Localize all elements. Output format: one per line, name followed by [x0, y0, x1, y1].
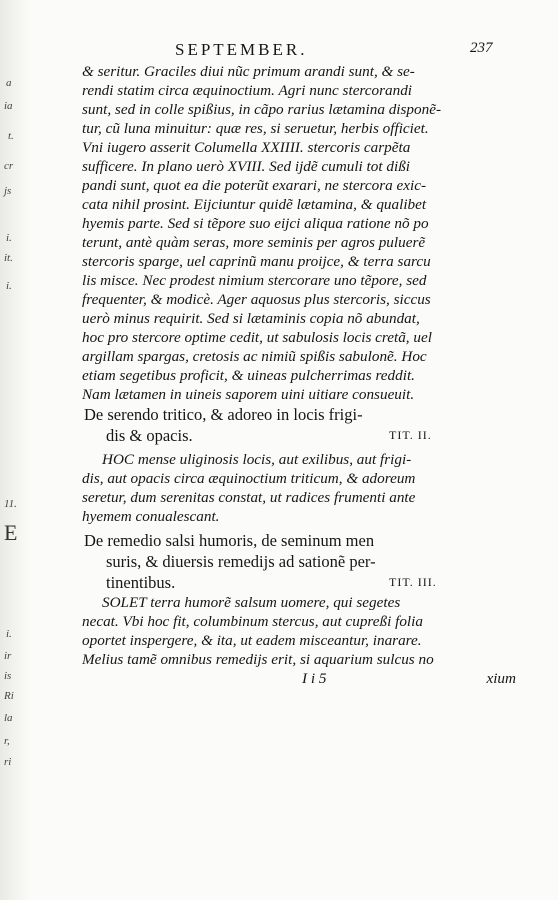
paragraph-1: [82, 62, 530, 404]
heading-line: [84, 425, 530, 446]
text-line: argillam spargas, cretosis ac nimiũ spißis sabulonẽ. Hoc: [82, 348, 427, 365]
text-line: & seritur. Graciles diui nũc primum arandi sunt, & se-: [82, 63, 415, 80]
text-line: Nam lætamen in uineis saporem uini uitiare consueuit.: [82, 386, 415, 403]
text-line: etiam segetibus proficit, & uineas pulcherrimas reddit.: [82, 367, 415, 384]
page-number: 237: [470, 40, 493, 56]
signature-mark: I i 5: [302, 670, 327, 687]
margin-mark: ir: [4, 650, 12, 662]
margin-mark: js: [4, 185, 12, 197]
text-line: hyemem conualescant.: [82, 508, 220, 525]
margin-mark: is: [4, 670, 12, 682]
heading-line: [84, 572, 530, 593]
margin-mark: ia: [4, 100, 13, 112]
margin-mark: i.: [6, 280, 12, 292]
text-line: HOC mense uliginosis locis, aut exilibus, aut frigi-: [102, 451, 412, 468]
paragraph-2: [82, 450, 530, 526]
text-line: Vni iugero asserit Columella XXIIII. stercoris carpẽta: [82, 139, 411, 156]
text-line: oportet inspergere, & ita, ut eadem misceantur, inarare.: [82, 632, 422, 649]
text-line: hyemis parte. Sed si tẽpore suo eijci aliqua ratione nõ po: [82, 215, 429, 232]
margin-mark: 11.: [4, 498, 17, 510]
text-line: sunt, sed in colle spißius, in cãpo rarius lætamina disponẽ-: [82, 101, 442, 118]
margin-mark: i.: [6, 232, 12, 244]
text-line: cata nihil prosint. Eijciuntur quidẽ lætamina, & qualibet: [82, 196, 427, 213]
text-line: sufficere. In plano uerò XVIII. Sed ijdẽ cumuli tot dißi: [82, 158, 411, 175]
text-line: tur, cũ luna minuitur: quæ res, si seruetur, herbis officiet.: [82, 120, 429, 137]
main-text-block: [82, 62, 530, 689]
margin-mark: i.: [6, 628, 12, 640]
text-line: uerò minus requirit. Sed si lætaminis copia nõ abundat,: [82, 310, 420, 327]
heading-line: De serendo tritico, & adoreo in locis frigi-: [84, 405, 363, 424]
text-line: rendi statim circa æquinoctium. Agri nunc stercorandi: [82, 82, 413, 99]
margin-mark: Ri: [4, 690, 14, 702]
text-line: necat. Vbi hoc fit, columbinum stercus, aut cupreßi folia: [82, 613, 423, 630]
heading-line: De remedio salsi humoris, de seminum men: [84, 531, 375, 550]
margin-mark: r,: [4, 735, 10, 747]
text-line: hoc pro stercore optime cedit, ut sabulosis locis cretã, uel: [82, 329, 432, 346]
catchword: xium: [486, 670, 516, 687]
left-gutter-bleedthrough: [0, 0, 30, 900]
text-line: seretur, dum serenitas constat, ut radices frumenti ante: [82, 489, 416, 506]
text-line: pandi sunt, quot ea die poterũt exarari, ne stercora exic-: [82, 177, 427, 194]
heading-text: dis & opacis.: [106, 426, 193, 445]
running-head: SEPTEMBER.: [175, 40, 308, 59]
text-line: frequenter, & modicè. Ager aquosus plus stercoris, siccus: [82, 291, 431, 308]
heading-text: tinentibus.: [106, 573, 176, 592]
margin-mark: it.: [4, 252, 13, 264]
text-line: SOLET terra humorẽ salsum uomere, qui segetes: [102, 594, 401, 611]
text-line: terunt, antè quàm seras, more seminis per agros puluerẽ: [82, 234, 426, 251]
margin-mark: cr: [4, 160, 14, 172]
heading-line: suris, & diuersis remedijs ad sationẽ per-: [106, 552, 376, 571]
text-line: dis, aut opacis circa æquinoctium triticum, & adoreum: [82, 470, 416, 487]
margin-mark: a: [6, 77, 12, 89]
paragraph-3: [82, 593, 530, 669]
section-heading-2: [82, 404, 530, 446]
margin-mark: t.: [8, 130, 14, 142]
margin-mark: ri: [4, 756, 12, 768]
page-header: [0, 40, 558, 64]
page-footer: [82, 669, 530, 689]
section-heading-3: [82, 530, 530, 593]
title-number: TIT. II.: [389, 428, 432, 442]
title-number: TIT. III.: [389, 575, 437, 589]
margin-mark: E: [4, 520, 18, 545]
text-line: stercoris sparge, uel caprinũ manu proijce, & terra sarcu: [82, 253, 431, 270]
margin-mark: la: [4, 712, 13, 724]
text-line: Melius tamẽ omnibus remedijs erit, si aquarium sulcus no: [82, 651, 434, 668]
text-line: lis misce. Nec prodest nimium stercorare uno tẽpore, sed: [82, 272, 427, 289]
